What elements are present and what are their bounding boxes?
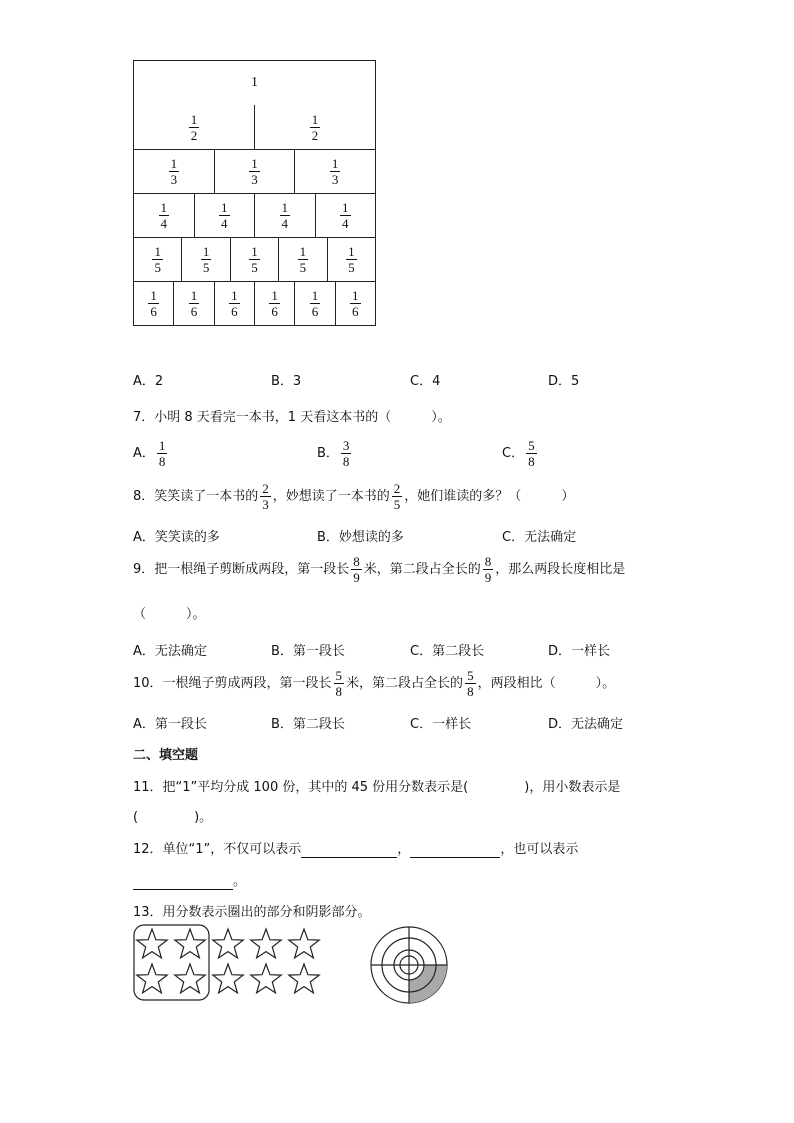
- numerator: 2: [262, 481, 269, 496]
- denominator: 9: [353, 570, 360, 585]
- star-icon: [251, 929, 281, 958]
- q10-option-d[interactable]: D．无法确定: [548, 717, 624, 732]
- fraction-cell: [230, 238, 278, 281]
- q12-question-line2: [133, 870, 246, 890]
- q9-text-b: 米，第二段占全长的: [363, 562, 481, 577]
- numerator: 5: [335, 668, 343, 683]
- fraction-cell: [194, 194, 255, 237]
- numerator: 1: [281, 200, 288, 215]
- q8-text-a: 8．笑笑读了一本书的: [133, 489, 259, 504]
- star-icon: [289, 964, 319, 993]
- star-icon: [137, 964, 167, 993]
- q12-text-b: ，: [397, 842, 411, 857]
- q11-question-line2: [133, 806, 212, 825]
- q8-option-b[interactable]: B．妙想读的多: [317, 530, 404, 545]
- q9-paren-close: ）。: [186, 607, 206, 622]
- target-figure: [368, 925, 452, 1005]
- q8-option-a[interactable]: A．笑笑读的多: [133, 530, 220, 545]
- q10-fraction-1: [334, 669, 345, 698]
- q10-fraction-2: [465, 669, 476, 698]
- numerator: 1: [190, 288, 198, 303]
- unit-fraction: [249, 157, 260, 186]
- unit-fraction: [310, 113, 321, 142]
- numerator: 1: [150, 288, 157, 303]
- q6-option-c[interactable]: C．4: [410, 374, 441, 389]
- q8-fraction-1: [260, 482, 271, 511]
- q7-option-b-fraction: [341, 439, 352, 468]
- denominator: 8: [158, 454, 166, 469]
- q10-text-a: 10．一根绳子剪成两段，第一段长: [133, 676, 332, 691]
- denominator: 5: [154, 260, 161, 275]
- q9-fraction-2: [483, 555, 494, 584]
- q8-option-c[interactable]: C．无法确定: [502, 530, 577, 545]
- q11-text-b: )，用小数表示是: [524, 780, 621, 795]
- q13-question: 13．用分数表示圈出的部分和阴影部分。: [133, 905, 371, 920]
- unit-fraction: [330, 157, 341, 186]
- denominator: 8: [342, 454, 350, 469]
- unit-fraction: [148, 289, 159, 318]
- unit-fraction: [310, 289, 321, 318]
- fraction-table: [133, 60, 376, 326]
- q6-option-b[interactable]: B．3: [271, 374, 302, 389]
- unit-fraction: [219, 201, 230, 230]
- denominator: 8: [467, 684, 474, 699]
- unit-fraction: [298, 245, 309, 274]
- denominator: 4: [160, 216, 167, 231]
- q7-option-a[interactable]: [133, 439, 169, 468]
- q12-blank-1[interactable]: [301, 842, 397, 858]
- star-icon: [213, 929, 243, 958]
- q9-option-c[interactable]: C．第二段长: [410, 644, 485, 659]
- numerator: 1: [158, 438, 166, 453]
- fraction-cell: [134, 238, 181, 281]
- denominator: 8: [335, 684, 343, 699]
- numerator: 1: [352, 288, 359, 303]
- q12-text-c: ，也可以表示: [500, 842, 579, 857]
- fraction-row-3: [134, 149, 375, 193]
- denominator: 2: [190, 127, 198, 143]
- unit-fraction: [280, 201, 291, 230]
- denominator: 8: [528, 454, 535, 469]
- denominator: 3: [331, 172, 339, 187]
- numerator: 8: [353, 554, 360, 569]
- q9-option-d[interactable]: D．一样长: [548, 644, 611, 659]
- q7-question: [133, 406, 451, 425]
- unit-fraction: [229, 289, 240, 318]
- q6-option-d[interactable]: D．5: [548, 374, 580, 389]
- q12-question: [133, 838, 578, 858]
- denominator: 6: [352, 304, 359, 319]
- fraction-cell: [134, 150, 214, 193]
- q6-option-a[interactable]: A．2: [133, 374, 164, 389]
- denominator: 5: [202, 260, 210, 275]
- q12-period: 。: [233, 874, 247, 889]
- numerator: 1: [311, 288, 319, 303]
- denominator: 2: [311, 127, 319, 143]
- numerator: 1: [342, 200, 349, 215]
- fraction-cell: [214, 282, 254, 325]
- unit-fraction: [159, 201, 170, 230]
- numerator: 8: [484, 554, 492, 569]
- q11-text-a: 11．把“1”平均分成 100 份，其中的 45 份用分数表示是(: [133, 780, 469, 795]
- unit-fraction: [189, 113, 200, 142]
- denominator: 4: [221, 216, 228, 231]
- q7-text-b: ）。: [431, 410, 451, 425]
- q11-paren-open: (: [133, 810, 139, 825]
- unit-fraction: [346, 245, 357, 274]
- unit-fraction: [152, 245, 163, 274]
- stars-figure: [133, 924, 333, 1002]
- fraction-cell: [327, 238, 375, 281]
- fraction-cell: [173, 282, 213, 325]
- denominator: 5: [393, 497, 401, 512]
- q11-paren-close: )。: [194, 810, 213, 825]
- q8-text-b: ，妙想读了一本书的: [272, 489, 390, 504]
- numerator: 1: [299, 244, 307, 259]
- fraction-cell-whole: [134, 61, 375, 105]
- fraction-cell: [214, 150, 295, 193]
- numerator: 1: [190, 111, 198, 127]
- q8-fraction-2: [392, 482, 403, 511]
- fraction-cell: [278, 238, 326, 281]
- fraction-row-2: [134, 105, 375, 149]
- q10-text-d: ）。: [595, 676, 616, 691]
- numerator: 5: [528, 438, 535, 453]
- q12-blank-3[interactable]: [133, 874, 233, 890]
- fraction-cell: [134, 194, 194, 237]
- q10-question: [133, 669, 615, 698]
- q10-option-a[interactable]: A．第一段长: [133, 717, 207, 732]
- denominator: 5: [251, 260, 258, 275]
- denominator: 3: [251, 172, 258, 187]
- q9-question: [133, 555, 625, 584]
- unit-fraction: [249, 245, 260, 274]
- fraction-row-4: [134, 193, 375, 237]
- numerator: 1: [271, 288, 278, 303]
- section-title: 二、填空题: [133, 748, 199, 763]
- q10-option-b[interactable]: B．第二段长: [271, 717, 345, 732]
- star-icon: [213, 964, 243, 993]
- q10-text-b: 米，第二段占全长的: [346, 676, 464, 691]
- unit-fraction: [350, 289, 361, 318]
- unit-fraction: [340, 201, 351, 230]
- numerator: 1: [160, 200, 167, 215]
- fraction-cell: [335, 282, 375, 325]
- star-icon: [175, 964, 205, 993]
- q9-text-c: ，那么两段长度相比是: [495, 562, 626, 577]
- fraction-cell: [294, 282, 334, 325]
- q7-option-a-label: A．: [133, 446, 155, 461]
- numerator: 3: [342, 438, 350, 453]
- q12-text-a: 12．单位“1”，不仅可以表示: [133, 842, 302, 857]
- fraction-cell: [134, 282, 173, 325]
- q7-option-c-label: C．: [502, 446, 525, 461]
- q10-text-c: ，两段相比（: [477, 676, 556, 691]
- unit-fraction: [269, 289, 280, 318]
- numerator: 1: [348, 244, 355, 259]
- q7-option-b[interactable]: [317, 439, 353, 468]
- denominator: 6: [271, 304, 278, 319]
- denominator: 6: [190, 304, 198, 319]
- denominator: 4: [342, 216, 349, 231]
- fraction-cell: [254, 282, 294, 325]
- numerator: 1: [170, 156, 178, 171]
- star-icon: [289, 929, 319, 958]
- denominator: 5: [299, 260, 307, 275]
- denominator: 3: [170, 172, 178, 187]
- q10-option-c[interactable]: C．一样长: [410, 717, 472, 732]
- denominator: 9: [484, 570, 492, 585]
- fraction-cell: [134, 105, 254, 149]
- denominator: 6: [150, 304, 157, 319]
- fraction-cell: [315, 194, 376, 237]
- q8-text-c: ，她们谁读的多？（: [404, 489, 522, 504]
- unit-fraction: [201, 245, 212, 274]
- q7-option-c-fraction: [526, 439, 537, 468]
- numerator: 2: [393, 481, 401, 496]
- numerator: 5: [467, 668, 474, 683]
- denominator: 5: [348, 260, 355, 275]
- whole-label: 1: [251, 75, 258, 90]
- q9-paren-open: （: [133, 607, 147, 622]
- fraction-cell: [294, 150, 375, 193]
- numerator: 1: [251, 156, 258, 171]
- numerator: 1: [202, 244, 210, 259]
- q8-text-d: ）: [561, 489, 575, 504]
- denominator: 4: [281, 216, 288, 231]
- fraction-row-6: [134, 281, 375, 325]
- numerator: 1: [154, 244, 161, 259]
- star-icon: [175, 929, 205, 958]
- q9-option-a[interactable]: A．无法确定: [133, 644, 207, 659]
- numerator: 1: [221, 200, 228, 215]
- q9-question-line2: [133, 603, 206, 622]
- q12-blank-2[interactable]: [410, 842, 500, 858]
- denominator: 6: [311, 304, 319, 319]
- unit-fraction: [189, 289, 200, 318]
- denominator: 6: [231, 304, 238, 319]
- q11-question: [133, 776, 620, 795]
- q9-option-b[interactable]: B．第一段长: [271, 644, 345, 659]
- q7-option-b-label: B．: [317, 446, 339, 461]
- fraction-cell: [181, 238, 229, 281]
- fraction-cell: [254, 105, 375, 149]
- denominator: 3: [262, 497, 269, 512]
- numerator: 1: [251, 244, 258, 259]
- q9-fraction-1: [351, 555, 362, 584]
- q7-option-a-fraction: [157, 439, 168, 468]
- q8-question: [133, 482, 574, 511]
- star-icon: [137, 929, 167, 958]
- fraction-cell: [254, 194, 315, 237]
- q9-text-a: 9．把一根绳子剪断成两段，第一段长: [133, 562, 350, 577]
- star-icon: [251, 964, 281, 993]
- numerator: 1: [231, 288, 238, 303]
- q7-option-c[interactable]: [502, 439, 539, 468]
- fraction-row-whole: [134, 61, 375, 105]
- fraction-row-5: [134, 237, 375, 281]
- numerator: 1: [331, 156, 339, 171]
- unit-fraction: [169, 157, 180, 186]
- numerator: 1: [311, 111, 319, 127]
- q7-text-a: 7．小明 8 天看完一本书，1 天看这本书的（: [133, 410, 392, 425]
